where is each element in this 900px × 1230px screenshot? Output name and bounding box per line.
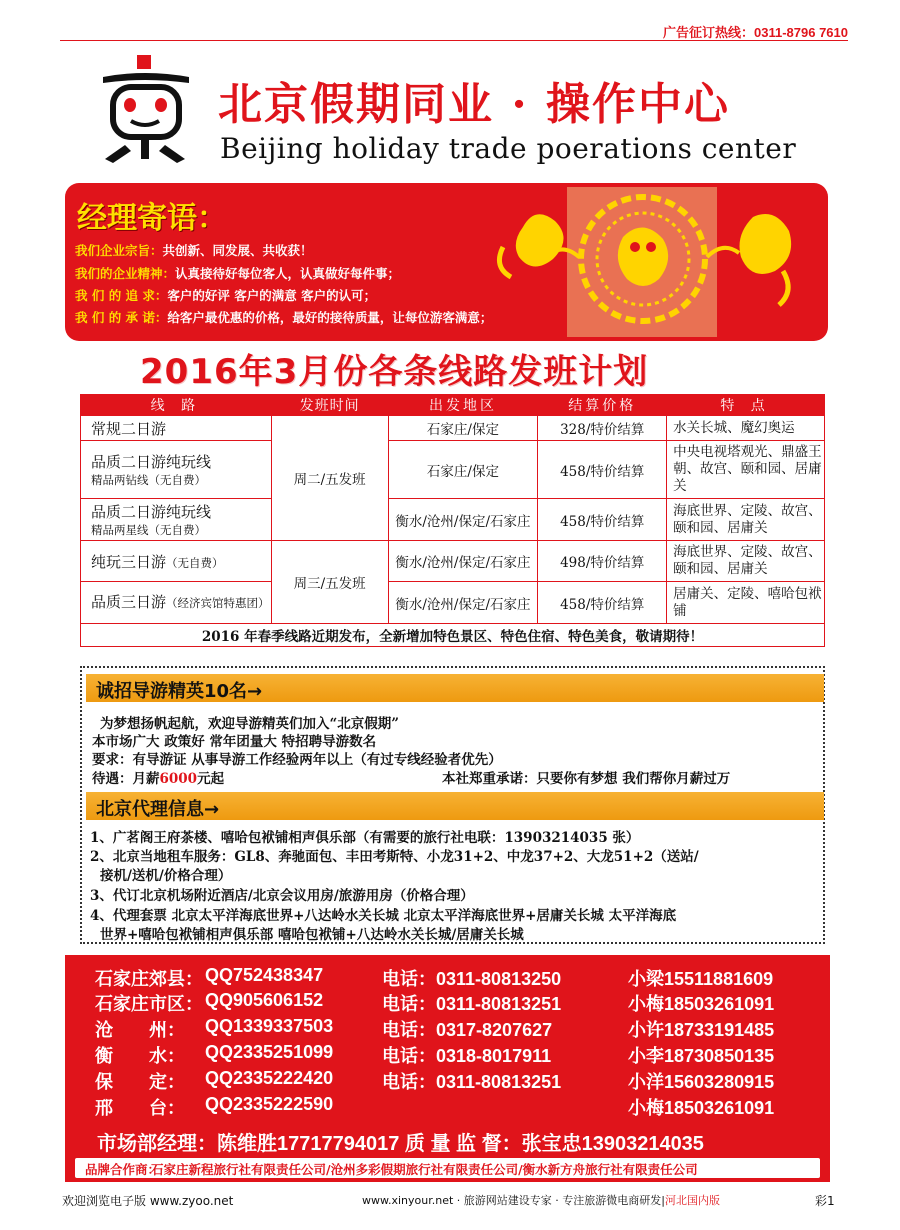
- col-header-price: 结算价格: [538, 395, 667, 416]
- table-footer-row: [81, 624, 825, 647]
- contact-row: 石家庄市区： QQ905606152 电话：0311-80813251 小梅18503261091: [95, 990, 775, 1014]
- contact-row: 石家庄郊县： QQ752438347 电话：0311-80813250 小梁15511881609: [95, 965, 774, 989]
- agency-title: 北京代理信息→: [96, 799, 220, 820]
- feature-cell: 水关长城、魔幻奥运: [667, 416, 825, 441]
- depart-cell: 石家庄/保定: [388, 416, 538, 441]
- agency-item: 3、代订北京机场附近酒店/北京会议用房/旅游用房（价格合理）: [90, 888, 474, 904]
- agency-item: 世界+嘻哈包袱铺相声俱乐部 嘻哈包袱铺+八达岭水关长城/居庸关长城: [100, 927, 524, 943]
- message-line: 我们企业宗旨：共创新、同发展、共收获！: [75, 243, 313, 258]
- depart-cell: 石家庄/保定: [388, 441, 538, 499]
- ad-hotline: 广告征订热线：0311-8796 7610: [663, 25, 848, 40]
- depart-cell: 衡水/沧州/保定/石家庄: [388, 582, 538, 624]
- agency-header-bar: [86, 792, 824, 820]
- recruit-salary: 6000: [159, 771, 198, 787]
- recruit-promise: 本社郑重承诺：只要你有梦想 我们帮你月薪过万: [442, 771, 731, 787]
- table-row: [81, 441, 825, 499]
- recruit-pay: 待遇：月薪6000元起: [92, 771, 225, 787]
- route-name: 品质二日游纯玩线: [91, 503, 212, 521]
- route-note: （无自费）: [166, 555, 224, 570]
- recruit-line: 为梦想扬帆起航，欢迎导游精英们加入“北京假期”: [100, 716, 400, 732]
- feature-cell: 中央电视塔观光、鼎盛王朝、故宫、颐和园、居庸关: [667, 441, 825, 499]
- page-number: 彩1: [815, 1194, 835, 1208]
- agency-item: 4、代理套票 北京太平洋海底世界+八达岭水关长城 北京太平洋海底世界+居庸关长城 太平洋海底: [90, 908, 677, 924]
- col-header-feature: 特 点: [667, 395, 825, 416]
- price-cell: 458/特价结算: [538, 499, 667, 541]
- route-name: 品质三日游: [91, 592, 167, 611]
- page-title: 北京假期同业 · 操作中心: [218, 79, 730, 130]
- route-name: 常规二日游: [91, 419, 167, 438]
- price-cell: 328/特价结算: [538, 416, 667, 441]
- depart-cell: 衡水/沧州/保定/石家庄: [388, 541, 538, 582]
- price-cell: 458/特价结算: [538, 441, 667, 499]
- schedule-cell: 周三/五发班: [271, 541, 388, 624]
- recruit-title: 诚招导游精英10名→: [96, 681, 263, 702]
- recruit-agency-panel: [80, 666, 825, 944]
- price-cell: 498/特价结算: [538, 541, 667, 582]
- col-header-depart: 出发地区: [388, 395, 538, 416]
- jing-logo-icon: [95, 55, 195, 165]
- manager-message-panel: [65, 183, 828, 341]
- table-footer-note: 2016 年春季线路近期发布，全新增加特色景区、特色住宿、特色美食，敬请期待！: [81, 624, 825, 647]
- monkey-papercut-icon: [483, 187, 803, 337]
- message-title: 经理寄语：: [77, 201, 227, 236]
- route-name: 纯玩三日游: [91, 552, 167, 571]
- route-note: 精品两星线（无自费）: [91, 523, 206, 537]
- brand-partners-bar: [75, 1158, 820, 1178]
- agency-item: 2、北京当地租车服务：GL8、奔驰面包、丰田考斯特、小龙31+2、中龙37+2、大龙51+2（送站/: [90, 849, 699, 865]
- route-table: [80, 394, 825, 647]
- feature-cell: 海底世界、定陵、故宫、颐和园、居庸关: [667, 541, 825, 582]
- contact-row: 邢 台： QQ2335222590 小梅18503261091: [95, 1094, 775, 1118]
- message-line: 我们的企业精神：认真接待好每位客人，认真做好每件事；: [75, 266, 401, 281]
- route-note: 精品两钻线（无自费）: [91, 473, 206, 487]
- agency-item: 接机/送机/价格合理）: [100, 868, 232, 884]
- price-cell: 458/特价结算: [538, 582, 667, 624]
- message-line: 我 们 的 承 诺：给客户最优惠的价格，最好的接待质量，让每位游客满意；: [75, 310, 493, 325]
- brand-label: 品牌合作商：: [85, 1162, 161, 1177]
- feature-cell: 居庸关、定陵、嘻哈包袱铺: [667, 582, 825, 624]
- contact-row: 衡 水： QQ2335251099 电话：0318-8017911 小李18730850135: [95, 1042, 775, 1066]
- recruit-header-bar: [86, 674, 824, 702]
- depart-cell: 衡水/沧州/保定/石家庄: [388, 499, 538, 541]
- route-name: 品质二日游纯玩线: [91, 453, 212, 471]
- route-note: （经济宾馆特惠团）: [166, 595, 270, 610]
- table-row: [81, 416, 825, 441]
- agency-item: 1、广茗阁王府茶楼、嘻哈包袱铺相声俱乐部（有需要的旅行社电联：13903214035 张）: [90, 830, 640, 846]
- table-row: [81, 499, 825, 541]
- brand-partners: 石家庄新程旅行社有限责任公司/沧州多彩假期旅行社有限责任公司/衡水新方舟旅行社有限责任公司: [151, 1162, 698, 1177]
- schedule-cell: 周二/五发班: [271, 416, 388, 541]
- table-row: [81, 582, 825, 624]
- col-header-schedule: 发班时间: [271, 395, 388, 416]
- header-divider: [60, 40, 848, 41]
- col-header-route: 线 路: [81, 395, 272, 416]
- contact-row: 保 定： QQ2335222420 电话：0311-80813251 小洋15603280915: [95, 1068, 775, 1092]
- footer-ebook-link[interactable]: 欢迎浏览电子版 www.zyoo.net: [62, 1194, 234, 1208]
- table-row: [81, 541, 825, 582]
- recruit-line: 要求：有导游证 从事导游工作经验两年以上（有过专线经验者优先）: [92, 752, 502, 768]
- contact-row: 沧 州： QQ1339337503 电话：0317-8207627 小许18733191485: [95, 1016, 775, 1040]
- recruit-line: 本市场广大 政策好 常年团量大 特招聘导游数名: [92, 734, 377, 750]
- feature-cell: 海底世界、定陵、故宫、颐和园、居庸关: [667, 499, 825, 541]
- footer-site-info: www.xinyour.net · 旅游网站建设专家 · 专注旅游微电商研发|河北国内版: [362, 1194, 720, 1207]
- message-line: 我 们 的 追 求：客户的好评 客户的满意 客户的认可；: [75, 288, 377, 303]
- plan-title: 2016年3月份各条线路发班计划: [140, 352, 649, 392]
- contact-panel: [65, 955, 830, 1182]
- page-subtitle: Beijing holiday trade poerations center: [220, 132, 797, 165]
- manager-line: 市场部经理：陈维胜17717794017 质 量 监 督：张宝忠13903214035: [97, 1133, 704, 1155]
